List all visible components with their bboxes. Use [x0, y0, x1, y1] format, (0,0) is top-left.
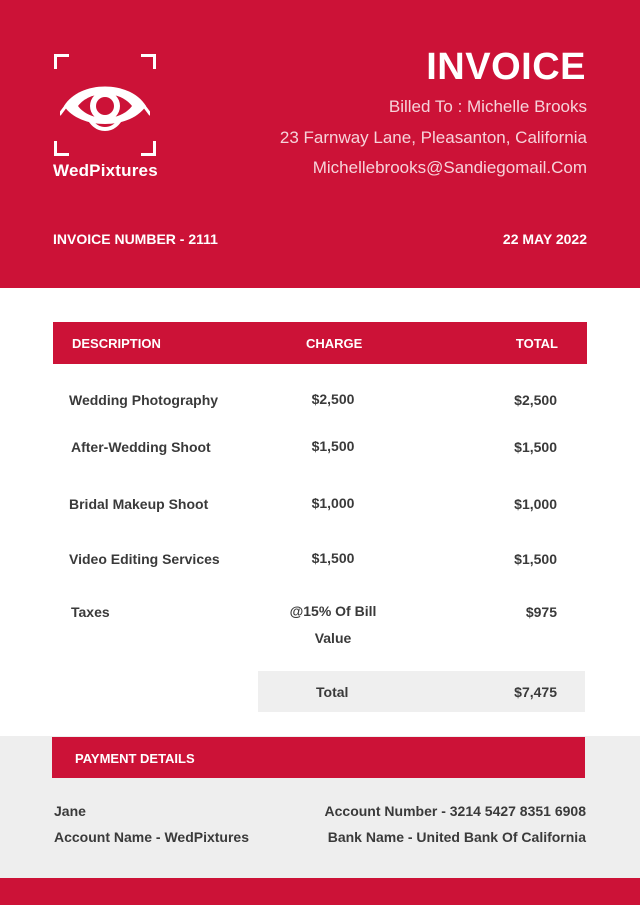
row-total: $1,500	[514, 439, 557, 455]
payment-account-name: Account Name - WedPixtures	[54, 829, 250, 845]
invoice-number: INVOICE NUMBER - 2111	[53, 231, 218, 247]
row-description: Bridal Makeup Shoot	[69, 496, 209, 512]
payment-name: Jane	[54, 803, 86, 819]
total-label: Total	[316, 684, 349, 700]
brand-logo	[54, 54, 156, 156]
row-total: $975	[525, 604, 557, 620]
row-charge: $1,500	[311, 550, 355, 566]
row-total: $1,500	[514, 551, 557, 567]
row-description: After-Wedding Shoot	[71, 439, 211, 455]
row-charge: $1,500	[311, 438, 355, 454]
column-header-charge: CHARGE	[306, 336, 363, 351]
payment-heading-label: PAYMENT DETAILS	[75, 751, 195, 766]
payment-heading	[52, 737, 585, 778]
row-description: Wedding Photography	[69, 392, 219, 408]
invoice-header	[0, 0, 640, 288]
frame-corner	[141, 141, 156, 156]
billing-email: Michellebrooks@Sandiegomail.Com	[312, 158, 587, 177]
invoice-date: 22 MAY 2022	[502, 231, 587, 247]
column-header-description: DESCRIPTION	[72, 336, 161, 351]
row-charge: $1,000	[311, 495, 355, 511]
row-charge: $2,500	[311, 391, 355, 407]
brand-name: WedPixtures	[53, 161, 158, 180]
row-total: $1,000	[514, 496, 557, 512]
invoice-title: INVOICE	[426, 46, 586, 88]
billing-address: 23 Farnway Lane, Pleasanton, California	[279, 128, 587, 147]
row-description: Video Editing Services	[69, 551, 220, 567]
frame-corner	[54, 54, 69, 69]
payment-account-number: Account Number - 3214 5427 8351 6908	[324, 803, 586, 819]
column-header-total: TOTAL	[515, 336, 558, 351]
payment-bank-name: Bank Name - United Bank Of California	[327, 829, 586, 845]
table-header	[53, 322, 587, 364]
eye-icon	[60, 72, 150, 138]
frame-corner	[141, 54, 156, 69]
billed-to: Billed To : Michelle Brooks	[388, 97, 587, 116]
row-total: $2,500	[514, 392, 557, 408]
total-value: $7,475	[514, 684, 557, 700]
footer-bar	[0, 878, 640, 905]
row-description: Taxes	[71, 604, 110, 620]
grand-total	[258, 671, 585, 712]
frame-corner	[54, 141, 69, 156]
row-charge: @15% Of Bill Value	[289, 603, 377, 646]
